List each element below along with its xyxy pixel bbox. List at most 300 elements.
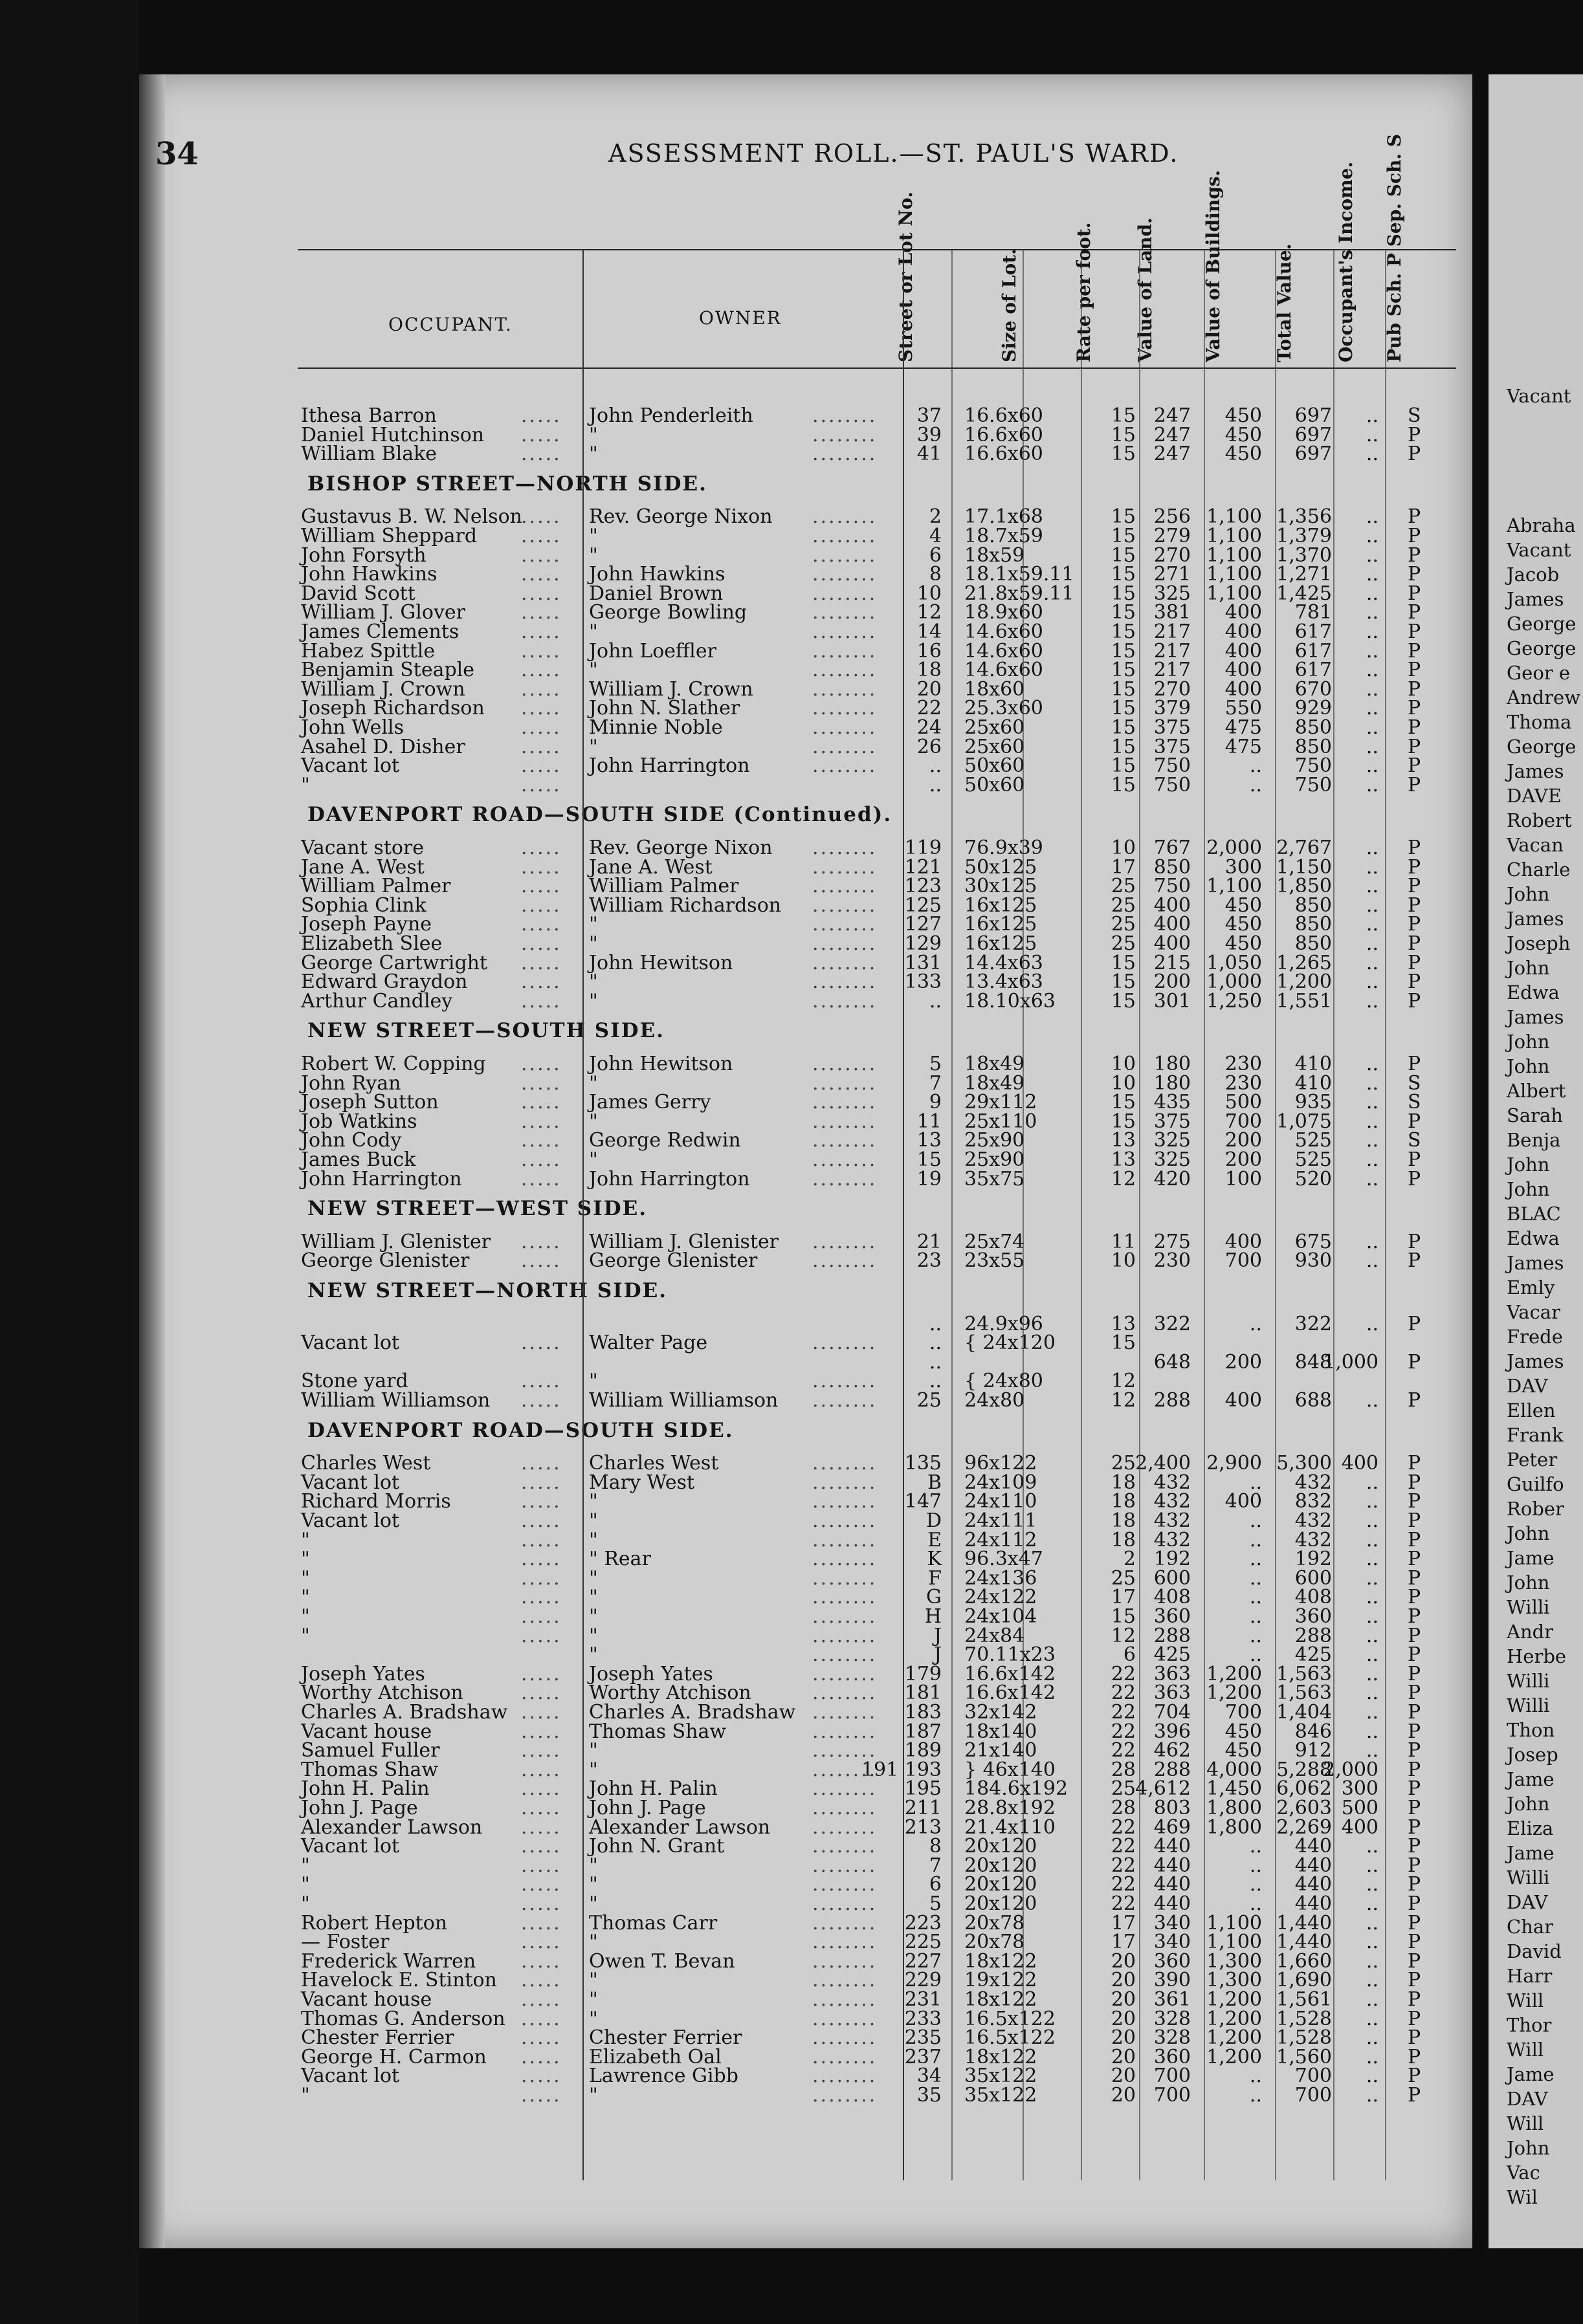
school-cell: P <box>1408 1931 1421 1954</box>
income-cell: .. <box>1366 1949 1378 1973</box>
facing-page-text: John <box>1507 957 1550 979</box>
total-value-cell: 410 <box>1294 1053 1332 1075</box>
rate-cell: 25 <box>1111 893 1136 917</box>
school-cell: S <box>1408 1071 1421 1095</box>
leader-dots: ..... <box>521 1110 562 1133</box>
building-value-cell: 300 <box>1224 855 1262 879</box>
lot-cell: 12 <box>916 601 942 624</box>
section-heading: DAVENPORT ROAD—SOUTH SIDE (Continued). <box>307 803 892 827</box>
leader-dots: ........ <box>812 1230 878 1253</box>
leader-dots: ........ <box>812 443 878 466</box>
table-row <box>0 1854 1583 1877</box>
land-value-cell: 420 <box>1153 1167 1191 1190</box>
rate-cell: 25 <box>1111 1452 1136 1475</box>
owner-cell: " <box>589 1873 598 1896</box>
owner-cell: John Hawkins <box>589 563 725 586</box>
rate-cell: 15 <box>1111 677 1136 701</box>
table-row <box>0 404 1583 427</box>
rate-cell: 25 <box>1111 913 1136 936</box>
school-cell: P <box>1408 697 1421 720</box>
rate-cell: 15 <box>1111 1332 1136 1355</box>
size-cell: 24x112 <box>964 1528 1037 1551</box>
total-value-cell: 670 <box>1294 677 1332 701</box>
facing-page-text: David <box>1507 1940 1562 1962</box>
land-value-cell: 396 <box>1153 1720 1191 1743</box>
column-divider <box>582 249 584 2180</box>
facing-page-text: John <box>1507 1031 1550 1053</box>
occupant-cell: Robert W. Copping <box>301 1053 486 1075</box>
lot-cell: 233 <box>904 2007 942 2030</box>
owner-cell: Joseph Yates <box>589 1662 713 1685</box>
total-value-cell: 288 <box>1294 1624 1332 1647</box>
land-value-cell: 192 <box>1153 1548 1191 1571</box>
leader-dots: ..... <box>521 505 562 529</box>
school-cell: P <box>1408 1350 1421 1374</box>
leader-dots: ..... <box>521 1815 562 1839</box>
school-cell: P <box>1408 1586 1421 1609</box>
income-cell: .. <box>1366 1739 1378 1762</box>
owner-cell: William Richardson <box>589 893 782 917</box>
table-row <box>0 932 1583 955</box>
rate-cell: 25 <box>1111 932 1136 955</box>
land-value-cell: 400 <box>1153 913 1191 936</box>
rate-cell: 17 <box>1111 855 1136 879</box>
leader-dots: ..... <box>521 525 562 547</box>
facing-page-text: Willi <box>1507 1670 1550 1692</box>
total-value-cell: 2,269 <box>1276 1815 1332 1839</box>
land-value-cell: 360 <box>1153 2045 1191 2068</box>
size-cell: 35x122 <box>964 2065 1037 2088</box>
income-cell: .. <box>1366 525 1378 547</box>
size-cell: 25x60 <box>964 735 1025 758</box>
section-heading: NEW STREET—WEST SIDE. <box>307 1197 647 1221</box>
leader-dots: ..... <box>521 404 562 427</box>
income-cell: .. <box>1366 601 1378 624</box>
school-cell: P <box>1408 1605 1421 1628</box>
facing-page-text: Andrew <box>1507 686 1581 708</box>
income-cell: .. <box>1366 1528 1378 1551</box>
occupant-cell: John Cody <box>301 1129 402 1152</box>
occupant-cell: Robert Hepton <box>301 1911 448 1935</box>
total-value-cell: 697 <box>1294 423 1332 446</box>
leader-dots: ..... <box>521 1739 562 1762</box>
size-cell: 18x49 <box>964 1071 1025 1095</box>
occupant-cell: John Ryan <box>301 1071 401 1095</box>
section-heading: NEW STREET—SOUTH SIDE. <box>307 1019 665 1043</box>
building-value-cell: 400 <box>1224 677 1262 701</box>
owner-cell: James Gerry <box>589 1091 711 1114</box>
total-value-cell: 525 <box>1294 1148 1332 1171</box>
building-value-cell: 4,000 <box>1206 1758 1262 1781</box>
building-value-cell: .. <box>1249 2084 1262 2107</box>
header-bottom-rule <box>298 367 1456 369</box>
leader-dots: ........ <box>812 639 878 663</box>
lot-cell: 235 <box>904 2026 942 2050</box>
school-cell: P <box>1408 1720 1421 1743</box>
income-cell: 500 <box>1341 1797 1378 1819</box>
facing-page-text: John <box>1507 1572 1550 1594</box>
lot-cell: 135 <box>904 1452 942 1475</box>
occupant-cell: James Buck <box>301 1148 416 1171</box>
occupant-cell: Job Watkins <box>301 1110 417 1133</box>
facing-page-text: Benja <box>1507 1129 1561 1151</box>
rate-cell: 18 <box>1111 1528 1136 1551</box>
leader-dots: ........ <box>812 1720 878 1743</box>
facing-page-text: James <box>1507 588 1564 610</box>
size-cell: 70.11x23 <box>964 1643 1056 1667</box>
land-value-cell: 850 <box>1153 855 1191 879</box>
building-value-cell: 1,000 <box>1206 970 1262 994</box>
occupant-cell: Vacant store <box>301 837 425 859</box>
table-row <box>0 1332 1583 1355</box>
column-divider <box>951 249 953 2180</box>
owner-cell: George Glenister <box>589 1249 758 1273</box>
land-value-cell: 247 <box>1153 404 1191 427</box>
income-cell: .. <box>1366 1969 1378 1992</box>
school-cell: S <box>1408 1129 1421 1152</box>
size-cell: 16x125 <box>964 932 1037 955</box>
total-value-cell: 440 <box>1294 1873 1332 1896</box>
size-cell: 20x120 <box>964 1873 1037 1896</box>
leader-dots: ..... <box>521 1389 562 1412</box>
occupant-cell: Jane A. West <box>301 855 425 879</box>
total-value-cell: 930 <box>1294 1249 1332 1273</box>
size-cell: 24x109 <box>964 1471 1037 1494</box>
owner-cell: " <box>589 1528 598 1551</box>
table-row <box>0 1071 1583 1095</box>
land-value-cell: 360 <box>1153 1605 1191 1628</box>
owner-cell: Rev. George Nixon <box>589 837 773 859</box>
rate-cell: 15 <box>1111 404 1136 427</box>
school-cell: P <box>1408 1815 1421 1839</box>
occupant-cell: Vacant lot <box>301 754 400 778</box>
school-cell: P <box>1408 951 1421 974</box>
land-value-cell: 400 <box>1153 932 1191 955</box>
size-cell: 18x140 <box>964 1720 1037 1743</box>
income-cell: .. <box>1366 1720 1378 1743</box>
income-cell: .. <box>1366 620 1378 643</box>
land-value-cell: 270 <box>1153 543 1191 567</box>
size-cell: } 46x140 <box>964 1758 1056 1781</box>
total-value-cell: 1,528 <box>1276 2026 1332 2050</box>
leader-dots: ..... <box>521 543 562 567</box>
school-cell: P <box>1408 1389 1421 1412</box>
owner-cell: " <box>589 443 598 466</box>
facing-page-text: Emly <box>1507 1277 1555 1299</box>
occupant-cell: George Cartwright <box>301 951 488 974</box>
school-cell: P <box>1408 1949 1421 1973</box>
rate-cell: 15 <box>1111 1605 1136 1628</box>
total-value-cell: 700 <box>1294 2065 1332 2088</box>
owner-cell: " <box>589 423 598 446</box>
rate-cell: 2 <box>1123 1548 1136 1571</box>
table-row <box>0 1129 1583 1152</box>
table-row <box>0 754 1583 778</box>
size-cell: 28.8x192 <box>964 1797 1056 1819</box>
table-row <box>0 1350 1583 1374</box>
column-divider <box>1275 249 1276 2180</box>
leader-dots: ........ <box>812 1739 878 1762</box>
facing-page-text: Albert <box>1507 1080 1566 1102</box>
leader-dots: ........ <box>812 837 878 859</box>
table-row <box>0 893 1583 917</box>
owner-cell: " <box>589 913 598 936</box>
facing-page-text: Jame <box>1507 2063 1555 2085</box>
owner-cell: John Hewitson <box>589 951 733 974</box>
building-value-cell: 1,200 <box>1206 1662 1262 1685</box>
leader-dots: ..... <box>521 620 562 643</box>
school-cell: P <box>1408 855 1421 879</box>
school-cell: P <box>1408 837 1421 859</box>
leader-dots: ..... <box>521 677 562 701</box>
facing-page-text: Vac <box>1507 2162 1540 2184</box>
facing-page-text: George <box>1507 637 1577 659</box>
land-value-cell: 462 <box>1153 1739 1191 1762</box>
land-value-cell: 325 <box>1153 1129 1191 1152</box>
leader-dots: ........ <box>812 2026 878 2050</box>
building-value-cell: 400 <box>1224 1389 1262 1412</box>
income-cell: .. <box>1366 1471 1378 1494</box>
building-value-cell: 700 <box>1224 1110 1262 1133</box>
rate-cell: 18 <box>1111 1471 1136 1494</box>
owner-cell: John H. Palin <box>589 1777 718 1801</box>
column-header-rate: Rate per foot. <box>1073 222 1094 362</box>
building-value-cell: .. <box>1249 1873 1262 1896</box>
leader-dots: ........ <box>812 716 878 739</box>
income-cell: .. <box>1366 875 1378 898</box>
facing-page-text: Char <box>1507 1916 1554 1938</box>
total-value-cell: 360 <box>1294 1605 1332 1628</box>
rate-cell: 13 <box>1111 1312 1136 1335</box>
owner-cell: " <box>589 1566 598 1590</box>
size-cell: 25x74 <box>964 1230 1025 1253</box>
income-cell: .. <box>1366 505 1378 529</box>
rate-cell: 12 <box>1111 1389 1136 1412</box>
income-cell: .. <box>1366 1071 1378 1095</box>
building-value-cell: .. <box>1249 1643 1262 1667</box>
leader-dots: ........ <box>812 1389 878 1412</box>
leader-dots: ........ <box>812 1509 878 1532</box>
facing-page-text: Eliza <box>1507 1817 1554 1839</box>
facing-page-text: Edwa <box>1507 1227 1560 1249</box>
building-value-cell: 400 <box>1224 1230 1262 1253</box>
building-value-cell: 230 <box>1224 1071 1262 1095</box>
land-value-cell: 750 <box>1153 754 1191 778</box>
leader-dots: ........ <box>812 1892 878 1915</box>
rate-cell: 15 <box>1111 716 1136 739</box>
school-cell: P <box>1408 1758 1421 1781</box>
income-cell: .. <box>1366 837 1378 859</box>
owner-cell: " <box>589 1758 598 1781</box>
table-row <box>0 697 1583 720</box>
owner-cell: " <box>589 1643 598 1667</box>
rate-cell: 15 <box>1111 505 1136 529</box>
school-cell: P <box>1408 1682 1421 1705</box>
total-value-cell: 5,300 <box>1276 1452 1332 1475</box>
income-cell: .. <box>1366 1911 1378 1935</box>
building-value-cell: .. <box>1249 1835 1262 1858</box>
school-cell: P <box>1408 1988 1421 2011</box>
table-row <box>0 951 1583 974</box>
total-value-cell: 1,690 <box>1276 1969 1332 1992</box>
owner-cell: Daniel Brown <box>589 582 724 605</box>
leader-dots: ........ <box>812 1701 878 1724</box>
building-value-cell: .. <box>1249 1854 1262 1877</box>
school-cell: P <box>1408 1835 1421 1858</box>
column-divider <box>1023 249 1024 2180</box>
leader-dots: ........ <box>812 893 878 917</box>
size-cell: 24x80 <box>964 1389 1025 1412</box>
income-cell: .. <box>1366 1624 1378 1647</box>
school-cell: S <box>1408 1091 1421 1114</box>
leader-dots: ........ <box>812 1988 878 2011</box>
leader-dots: ........ <box>812 2045 878 2068</box>
leader-dots: ..... <box>521 951 562 974</box>
size-cell: 21.4x110 <box>964 1815 1056 1839</box>
leader-dots: ..... <box>521 716 562 739</box>
rate-cell: 22 <box>1111 1815 1136 1839</box>
size-cell: 96x122 <box>964 1452 1037 1475</box>
school-cell: P <box>1408 1739 1421 1762</box>
leader-dots: ........ <box>812 1332 878 1355</box>
land-value-cell: 215 <box>1153 951 1191 974</box>
leader-dots: ........ <box>812 875 878 898</box>
leader-dots: ........ <box>812 677 878 701</box>
rate-cell: 20 <box>1111 2084 1136 2107</box>
total-value-cell: 1,440 <box>1276 1931 1332 1954</box>
land-value-cell: 648 <box>1153 1350 1191 1374</box>
leader-dots: ........ <box>812 543 878 567</box>
school-cell: P <box>1408 1662 1421 1685</box>
size-cell: 16x125 <box>964 893 1037 917</box>
total-value-cell: 929 <box>1294 697 1332 720</box>
table-row <box>0 1892 1583 1915</box>
facing-page-text: John <box>1507 1178 1550 1200</box>
lot-cell: 187 <box>904 1720 942 1743</box>
table-row <box>0 1230 1583 1253</box>
size-cell: 24x136 <box>964 1566 1037 1590</box>
leader-dots: ........ <box>812 1758 878 1781</box>
occupant-cell: John H. Palin <box>301 1777 430 1801</box>
school-cell: P <box>1408 563 1421 586</box>
leader-dots: ..... <box>521 1586 562 1609</box>
table-row <box>0 989 1583 1013</box>
size-cell: 25x110 <box>964 1110 1037 1133</box>
leader-dots: ..... <box>521 1230 562 1253</box>
owner-cell: William Williamson <box>589 1389 779 1412</box>
building-value-cell: 700 <box>1224 1701 1262 1724</box>
school-cell: P <box>1408 735 1421 758</box>
income-cell: 400 <box>1341 1815 1378 1839</box>
occupant-cell: Habez Spittle <box>301 639 436 663</box>
building-value-cell: 1,200 <box>1206 1682 1262 1705</box>
table-row <box>0 1605 1583 1628</box>
school-cell: P <box>1408 2007 1421 2030</box>
land-value-cell: 275 <box>1153 1230 1191 1253</box>
total-value-cell: 2,767 <box>1276 837 1332 859</box>
total-value-cell: 1,660 <box>1276 1949 1332 1973</box>
income-cell: .. <box>1366 1892 1378 1915</box>
income-cell: .. <box>1366 443 1378 466</box>
occupant-cell: William Blake <box>301 443 437 466</box>
school-cell: P <box>1408 423 1421 446</box>
lot-cell: .. <box>929 1370 942 1393</box>
facing-page-text: John <box>1507 1793 1550 1815</box>
school-cell: P <box>1408 1452 1421 1475</box>
rate-cell: 28 <box>1111 1758 1136 1781</box>
rate-cell: 25 <box>1111 1777 1136 1801</box>
total-value-cell: 675 <box>1294 1230 1332 1253</box>
rate-cell: 15 <box>1111 659 1136 682</box>
occupant-cell: John Hawkins <box>301 563 437 586</box>
leader-dots: ..... <box>521 1758 562 1781</box>
table-row <box>0 1911 1583 1935</box>
leader-dots: ..... <box>521 563 562 586</box>
leader-dots: ........ <box>812 1249 878 1273</box>
lot-cell: J <box>933 1624 942 1647</box>
school-cell: P <box>1408 1471 1421 1494</box>
rate-cell: 15 <box>1111 423 1136 446</box>
school-cell: P <box>1408 1053 1421 1075</box>
rate-cell: 20 <box>1111 2045 1136 2068</box>
building-value-cell: .. <box>1249 1471 1262 1494</box>
occupant-cell: " <box>301 1892 310 1915</box>
rate-cell: 22 <box>1111 1873 1136 1896</box>
lot-cell: 39 <box>916 423 942 446</box>
leader-dots: ..... <box>521 1797 562 1819</box>
size-cell: 18.9x60 <box>964 601 1043 624</box>
income-cell: .. <box>1366 2084 1378 2107</box>
table-row <box>0 543 1583 567</box>
lot-cell: 15 <box>916 1148 942 1171</box>
owner-cell: " <box>589 1586 598 1609</box>
occupant-cell: Stone yard <box>301 1370 408 1393</box>
land-value-cell: 600 <box>1153 1566 1191 1590</box>
income-cell: .. <box>1366 2045 1378 2068</box>
occupant-cell: Vacant house <box>301 1988 432 2011</box>
income-cell: .. <box>1366 932 1378 955</box>
school-cell: P <box>1408 1854 1421 1877</box>
land-value-cell: 200 <box>1153 970 1191 994</box>
table-row <box>0 837 1583 859</box>
lot-cell: 25 <box>916 1389 942 1412</box>
leader-dots: ..... <box>521 1701 562 1724</box>
leader-dots: ........ <box>812 1643 878 1667</box>
occupant-cell: William J. Glenister <box>301 1230 491 1253</box>
land-value-cell: 180 <box>1153 1053 1191 1075</box>
section-heading: DAVENPORT ROAD—SOUTH SIDE. <box>307 1418 734 1442</box>
lot-cell: 22 <box>916 697 942 720</box>
column-divider <box>1333 249 1334 2180</box>
rate-cell: 25 <box>1111 875 1136 898</box>
lot-cell: 23 <box>916 1249 942 1273</box>
building-value-cell: 200 <box>1224 1129 1262 1152</box>
size-cell: 24x110 <box>964 1490 1037 1513</box>
building-value-cell: 1,200 <box>1206 1988 1262 2011</box>
rate-cell: 12 <box>1111 1167 1136 1190</box>
total-value-cell: 1,150 <box>1276 855 1332 879</box>
land-value-cell: 247 <box>1153 443 1191 466</box>
land-value-cell: 440 <box>1153 1835 1191 1858</box>
total-value-cell: 1,379 <box>1276 525 1332 547</box>
occupant-cell: Havelock E. Stinton <box>301 1969 497 1992</box>
lot-cell: 13 <box>916 1129 942 1152</box>
lot-cell: 133 <box>904 970 942 994</box>
leader-dots: ........ <box>812 735 878 758</box>
owner-cell: John N. Slather <box>589 697 740 720</box>
total-value-cell: 1,075 <box>1276 1110 1332 1133</box>
leader-dots: ..... <box>521 1148 562 1171</box>
